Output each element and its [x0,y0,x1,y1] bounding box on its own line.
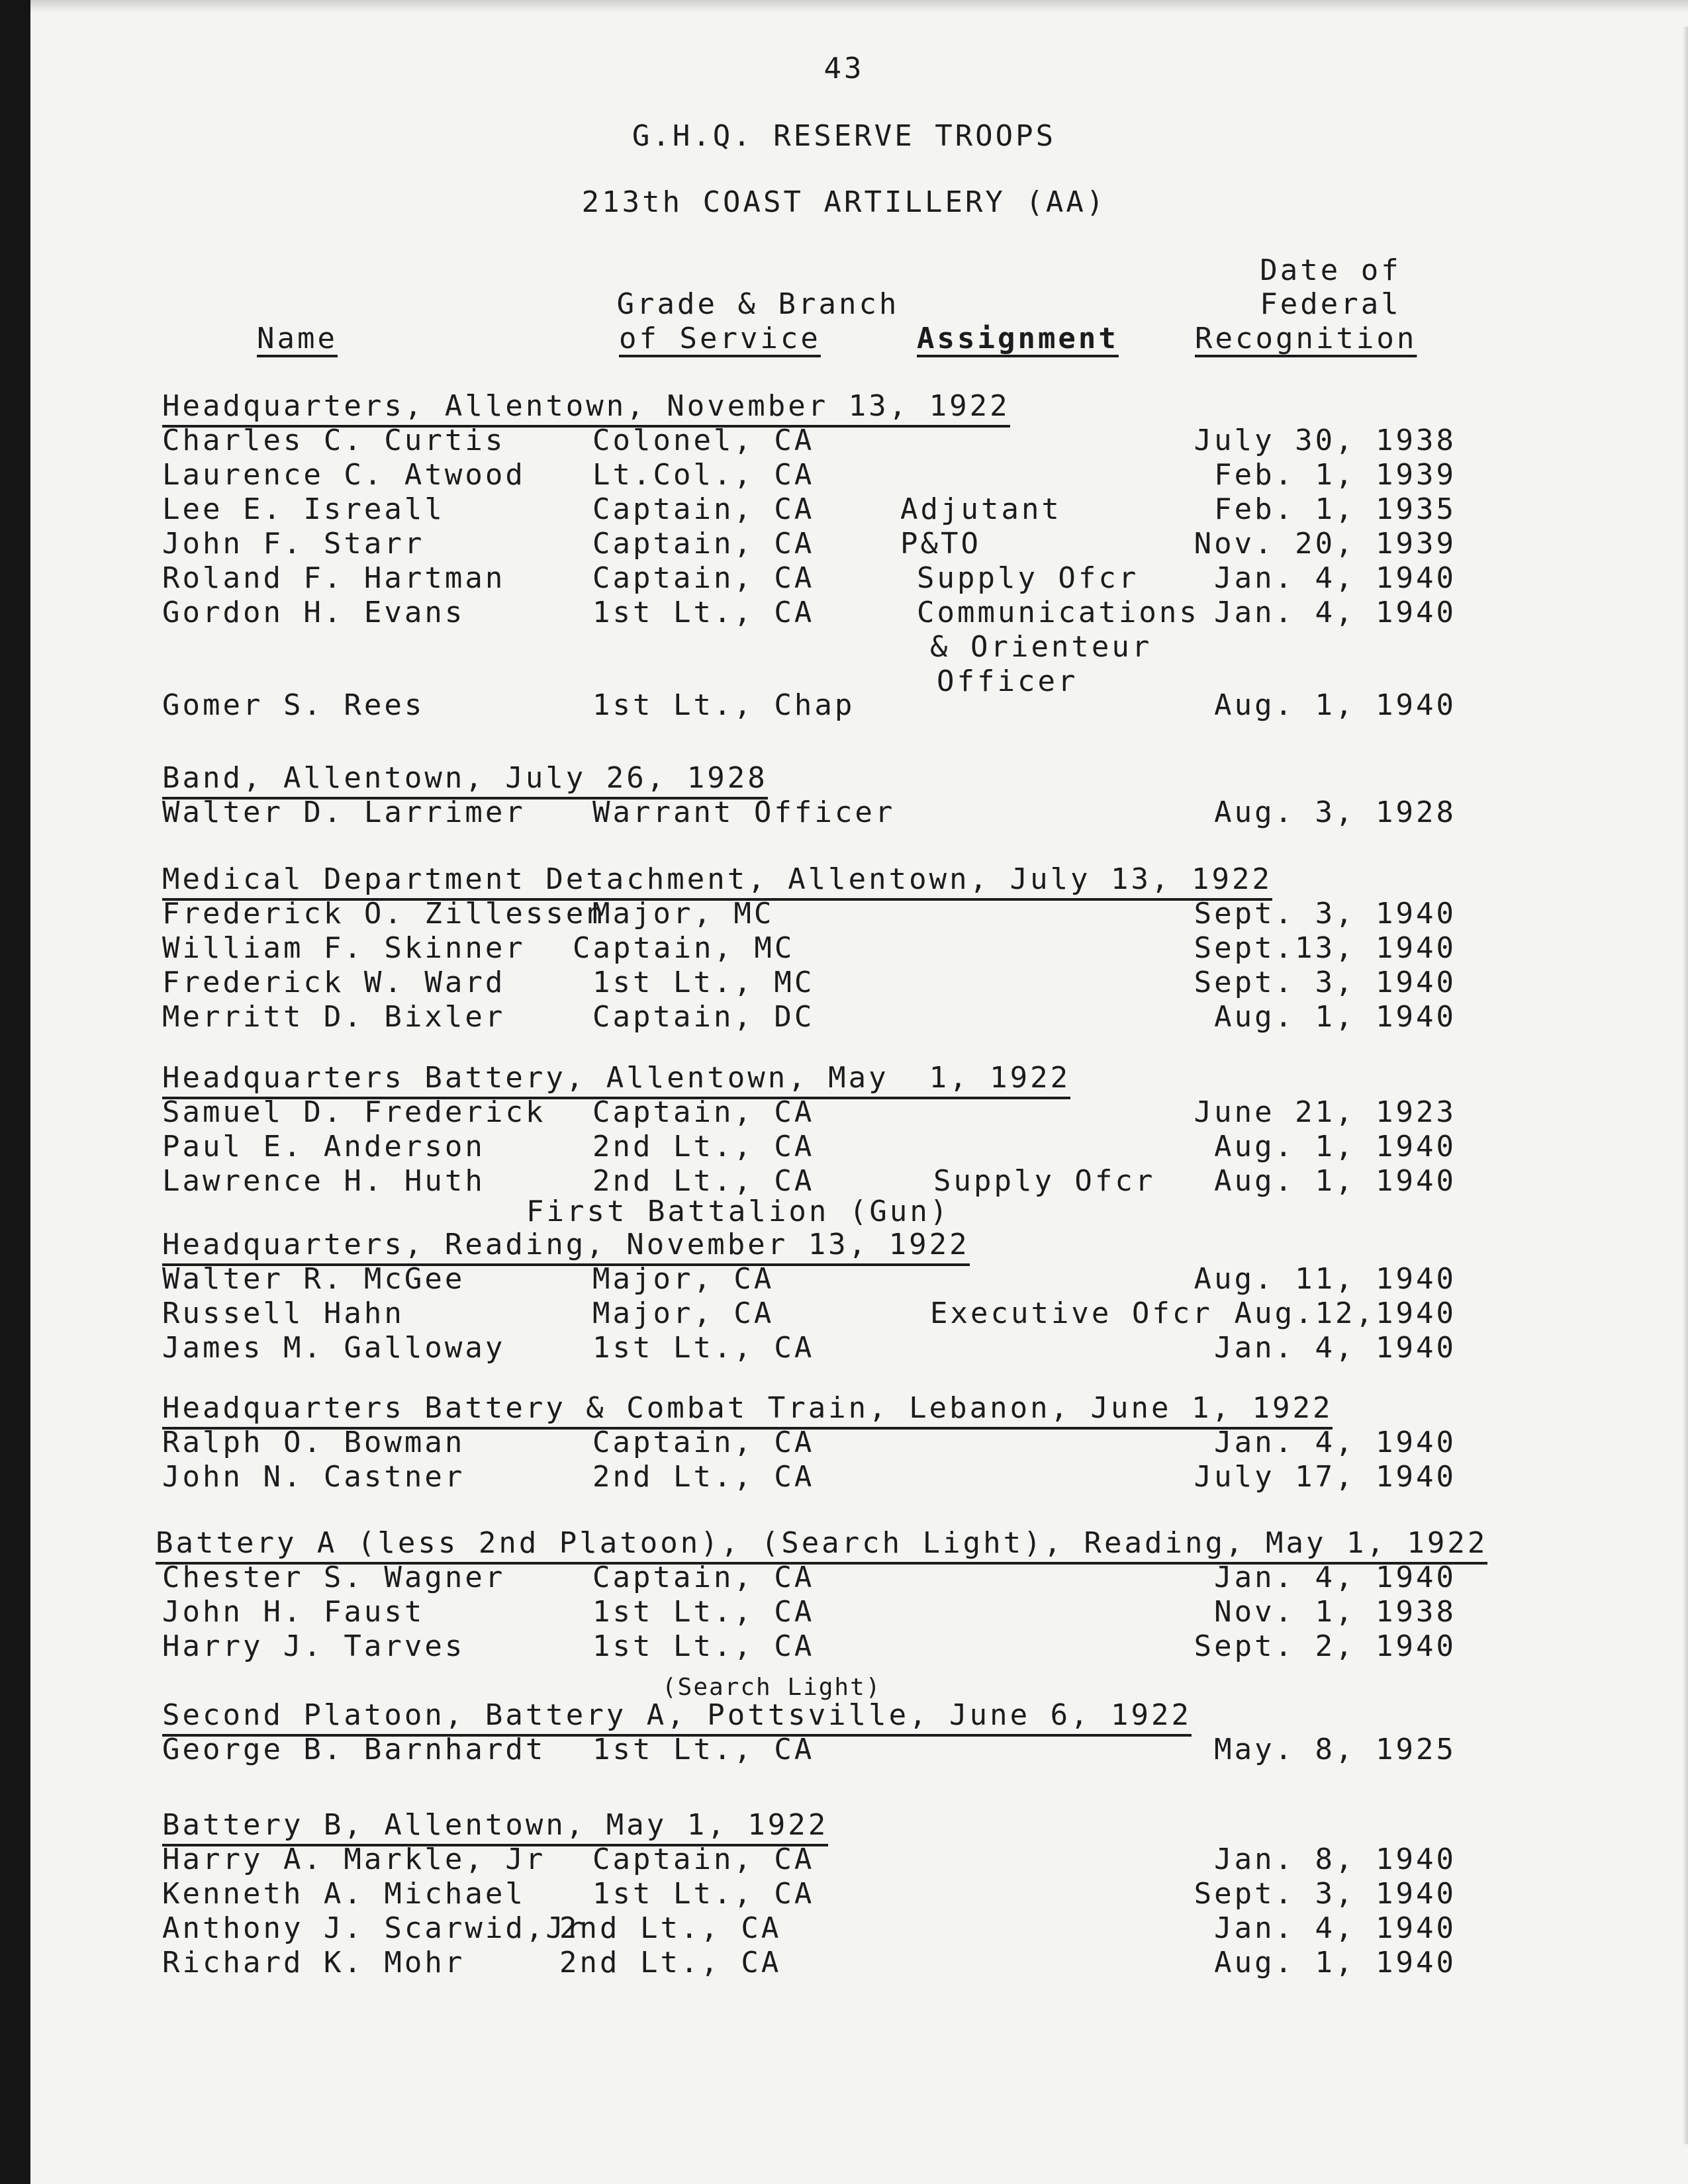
person-assignment: Adjutant [900,492,1062,526]
person-date: Sept. 3, 1940 [1194,897,1456,931]
person-grade: Captain, DC [592,1000,815,1034]
section-heading: Band, Allentown, July 26, 1928 [162,761,768,799]
person-grade: 1st Lt., CA [592,1331,815,1365]
person-date: Nov. 1, 1938 [1214,1595,1456,1629]
person-assignment: Supply Ofcr [933,1164,1156,1198]
person-grade: 2nd Lt., CA [592,1460,815,1494]
person-date: Feb. 1, 1939 [1214,458,1456,492]
person-name: Anthony J. Scarwid,Jr [162,1911,586,1945]
person-date: Sept.13, 1940 [1194,931,1456,965]
person-date: Aug. 1, 1940 [1214,1130,1456,1163]
column-header-grade-line2: of Service [619,322,821,355]
person-name: Lee E. Isreall [162,492,445,526]
person-date: Aug. 1, 1940 [1214,1946,1456,1979]
person-date: Sept. 3, 1940 [1194,1877,1456,1911]
person-grade: Lt.Col., CA [592,458,815,492]
person-name: Gomer S. Rees [162,688,425,722]
person-grade: Captain, CA [592,1843,815,1876]
person-name: John N. Castner [162,1460,465,1494]
person-grade: 1st Lt., CA [592,1733,815,1766]
document-title: G.H.Q. RESERVE TROOPS [632,119,1056,153]
person-date: Aug. 1, 1940 [1214,1164,1456,1198]
section-heading: Headquarters Battery, Allentown, May 1, 1922 [162,1061,1070,1099]
person-grade: 1st Lt., CA [592,596,815,629]
person-name: Ralph O. Bowman [162,1426,465,1459]
person-name: Samuel D. Frederick [162,1095,546,1129]
person-name: Roland F. Hartman [162,561,506,595]
person-grade: 2nd Lt., CA [592,1164,815,1198]
person-grade: Major, MC [592,897,774,931]
person-grade: Captain, CA [592,527,815,561]
section-heading: Battery A (less 2nd Platoon), (Search Light), Reading, May 1, 1922 [156,1526,1487,1565]
heading-insert-note: (Search Light) [662,1674,882,1701]
person-assignment: Executive Ofcr [930,1297,1213,1330]
person-date: Jan. 4, 1940 [1214,1426,1456,1459]
person-date: Aug. 11, 1940 [1194,1262,1456,1296]
battalion-subtitle: First Battalion (Gun) [526,1195,951,1228]
person-grade: Colonel, CA [592,424,815,457]
person-name: James M. Galloway [162,1331,506,1365]
person-grade: 1st Lt., Chap [592,688,855,722]
section-heading: Headquarters, Reading, November 13, 1922 [162,1228,970,1266]
person-name: Paul E. Anderson [162,1130,485,1163]
person-name: William F. Skinner [162,931,526,965]
person-name: Frederick O. Zillessen [162,897,606,931]
person-name: Walter D. Larrimer [162,796,526,829]
column-header-name: Name [257,322,338,355]
column-header-assignment: Assignment [917,322,1119,355]
person-grade: 2nd Lt., CA [592,1130,815,1163]
person-date: Jan. 4, 1940 [1214,1561,1456,1594]
person-grade: 1st Lt., MC [592,966,815,999]
section-heading: Second Platoon, Battery A, Pottsville, June 6, 1922 [162,1698,1192,1737]
person-name: Laurence C. Atwood [162,458,526,492]
person-date: July 30, 1938 [1194,424,1456,457]
person-name: Merritt D. Bixler [162,1000,506,1034]
person-date: Nov. 20, 1939 [1194,527,1456,561]
section-heading: Battery B, Allentown, May 1, 1922 [162,1808,828,1846]
person-name: Richard K. Mohr [162,1946,465,1979]
section-heading: Headquarters Battery & Combat Train, Lebanon, June 1, 1922 [162,1391,1333,1430]
person-assignment: Communications [917,596,1199,629]
person-assignment-continued: & Orienteur [930,630,1152,664]
document-subtitle: 213th COAST ARTILLERY (AA) [581,185,1107,219]
person-grade: Captain, MC [573,931,795,965]
person-date: Jan. 4, 1940 [1214,1911,1456,1945]
person-grade: Major, CA [592,1297,774,1330]
column-header-grade-line1: Grade & Branch [616,287,900,321]
person-name: Walter R. McGee [162,1262,465,1296]
person-grade: Warrant Officer [592,796,896,829]
person-date: Jan. 8, 1940 [1214,1843,1456,1876]
person-grade: Captain, CA [592,1426,815,1459]
person-name: Russell Hahn [162,1297,404,1330]
person-grade: Captain, CA [592,561,815,595]
column-header-date-line1: Date of [1260,253,1401,287]
person-assignment: P&TO [900,527,981,561]
person-date: Aug.12,1940 [1234,1297,1456,1330]
person-name: Harry J. Tarves [162,1629,465,1663]
person-name: John F. Starr [162,527,425,561]
person-date: Sept. 2, 1940 [1194,1629,1456,1663]
person-grade: 2nd Lt., CA [559,1946,782,1979]
person-grade: 1st Lt., CA [592,1595,815,1629]
person-date: Jan. 4, 1940 [1214,1331,1456,1365]
person-date: Aug. 3, 1928 [1214,796,1456,829]
person-name: Chester S. Wagner [162,1561,506,1594]
person-date: May. 8, 1925 [1214,1733,1456,1766]
person-grade: Major, CA [592,1262,774,1296]
person-name: Kenneth A. Michael [162,1877,526,1911]
person-date: Jan. 4, 1940 [1214,561,1456,595]
person-grade: 2nd Lt., CA [559,1911,782,1945]
page-number: 43 [823,52,865,85]
column-header-date-line2: Federal [1260,287,1401,321]
person-name: Frederick W. Ward [162,966,506,999]
person-date: Feb. 1, 1935 [1214,492,1456,526]
person-name: Harry A. Markle, Jr [162,1843,546,1876]
person-grade: 1st Lt., CA [592,1877,815,1911]
person-assignment-continued: Officer [937,664,1078,698]
person-name: John H. Faust [162,1595,425,1629]
person-grade: Captain, CA [592,492,815,526]
person-name: Gordon H. Evans [162,596,465,629]
person-date: Sept. 3, 1940 [1194,966,1456,999]
section-heading: Medical Department Detachment, Allentown, July 13, 1922 [162,862,1272,901]
column-header-date-line3: Recognition [1195,322,1417,355]
person-grade: Captain, CA [592,1561,815,1594]
person-date: June 21, 1923 [1194,1095,1456,1129]
person-assignment: Supply Ofcr [917,561,1139,595]
person-name: George B. Barnhardt [162,1733,546,1766]
person-name: Lawrence H. Huth [162,1164,485,1198]
person-grade: 1st Lt., CA [592,1629,815,1663]
person-date: Aug. 1, 1940 [1214,1000,1456,1034]
section-heading: Headquarters, Allentown, November 13, 1922 [162,389,1010,428]
person-date: Aug. 1, 1940 [1214,688,1456,722]
person-date: Jan. 4, 1940 [1214,596,1456,629]
person-grade: Captain, CA [592,1095,815,1129]
person-name: Charles C. Curtis [162,424,506,457]
person-date: July 17, 1940 [1194,1460,1456,1494]
